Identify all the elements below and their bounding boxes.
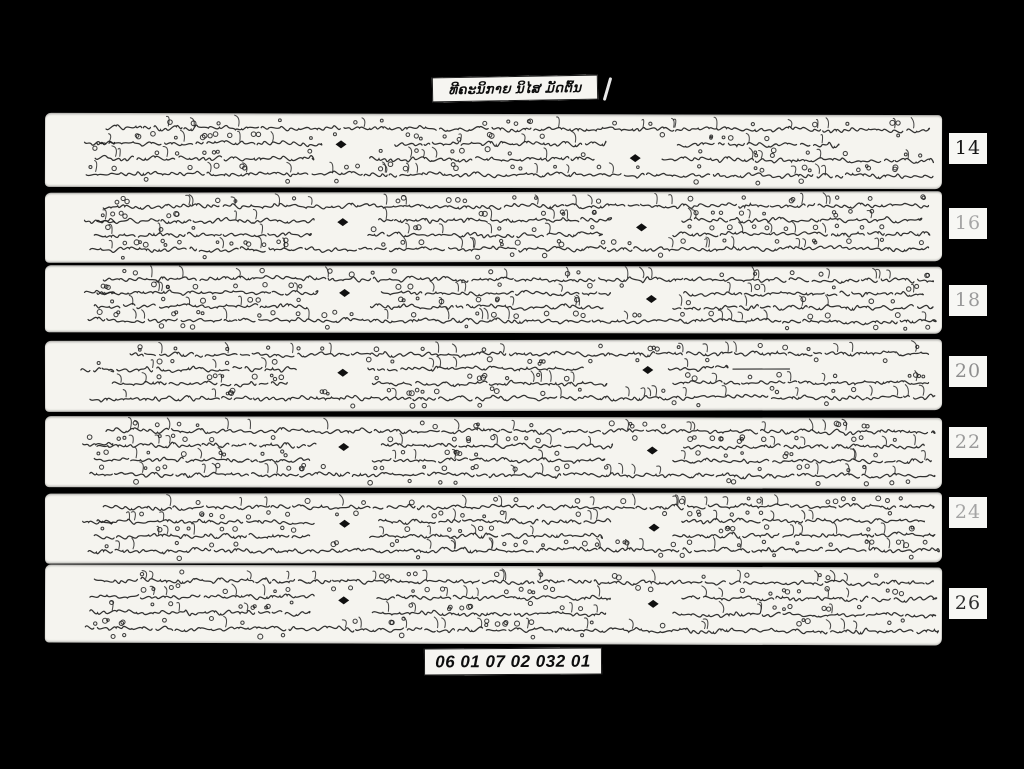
palm-leaf (45, 113, 942, 189)
catalog-code-text: 06 01 07 02 032 01 (435, 651, 591, 671)
binding-hole-diamond-mark (636, 223, 647, 231)
palm-leaf (45, 339, 942, 412)
binding-hole-diamond-mark (642, 366, 653, 374)
page-number-plate (949, 356, 987, 387)
binding-hole-diamond-mark (337, 369, 348, 377)
palm-leaf (45, 416, 942, 489)
binding-hole-diamond-mark (338, 596, 349, 604)
binding-hole-diamond-mark (337, 218, 348, 226)
page-number: 22 (954, 431, 982, 453)
catalog-code-label (424, 648, 602, 676)
title-label (432, 75, 598, 103)
handwritten-script (45, 492, 942, 563)
page-number: 16 (954, 212, 982, 234)
binding-hole-diamond-mark (646, 295, 657, 303)
binding-hole-diamond-mark (339, 520, 350, 528)
palm-leaf (45, 191, 942, 263)
page-number-plate (949, 285, 987, 316)
page-number-plate (949, 133, 987, 164)
page-number-plate (949, 588, 987, 619)
handwritten-script (45, 416, 942, 489)
binding-hole-diamond-mark (648, 600, 659, 608)
pen-stroke-mark (603, 77, 612, 101)
palm-leaf (45, 265, 942, 334)
page-number: 20 (954, 360, 982, 382)
binding-hole-diamond-mark (649, 524, 660, 532)
page-number-plate (949, 427, 987, 458)
handwritten-script (45, 339, 942, 412)
binding-hole-diamond-mark (336, 140, 347, 148)
page-number: 26 (954, 592, 982, 614)
page-number: 18 (954, 289, 982, 311)
binding-hole-diamond-mark (339, 289, 350, 297)
binding-hole-diamond-mark (630, 154, 641, 162)
title-label-text: ທີຄະນິກາຍ ນິໄສ ມັດຕົ້ນ (448, 79, 582, 97)
page-number-plate (949, 208, 987, 239)
binding-hole-diamond-mark (338, 443, 349, 451)
palm-leaf (45, 492, 942, 563)
binding-hole-diamond-mark (647, 447, 658, 455)
handwritten-script (45, 191, 942, 263)
page-number: 14 (954, 137, 982, 159)
handwritten-script (45, 564, 942, 645)
handwritten-script (45, 265, 942, 334)
page-number-plate (949, 497, 987, 528)
page-number: 24 (954, 501, 982, 523)
handwritten-script (45, 113, 942, 189)
palm-leaf (45, 564, 942, 645)
